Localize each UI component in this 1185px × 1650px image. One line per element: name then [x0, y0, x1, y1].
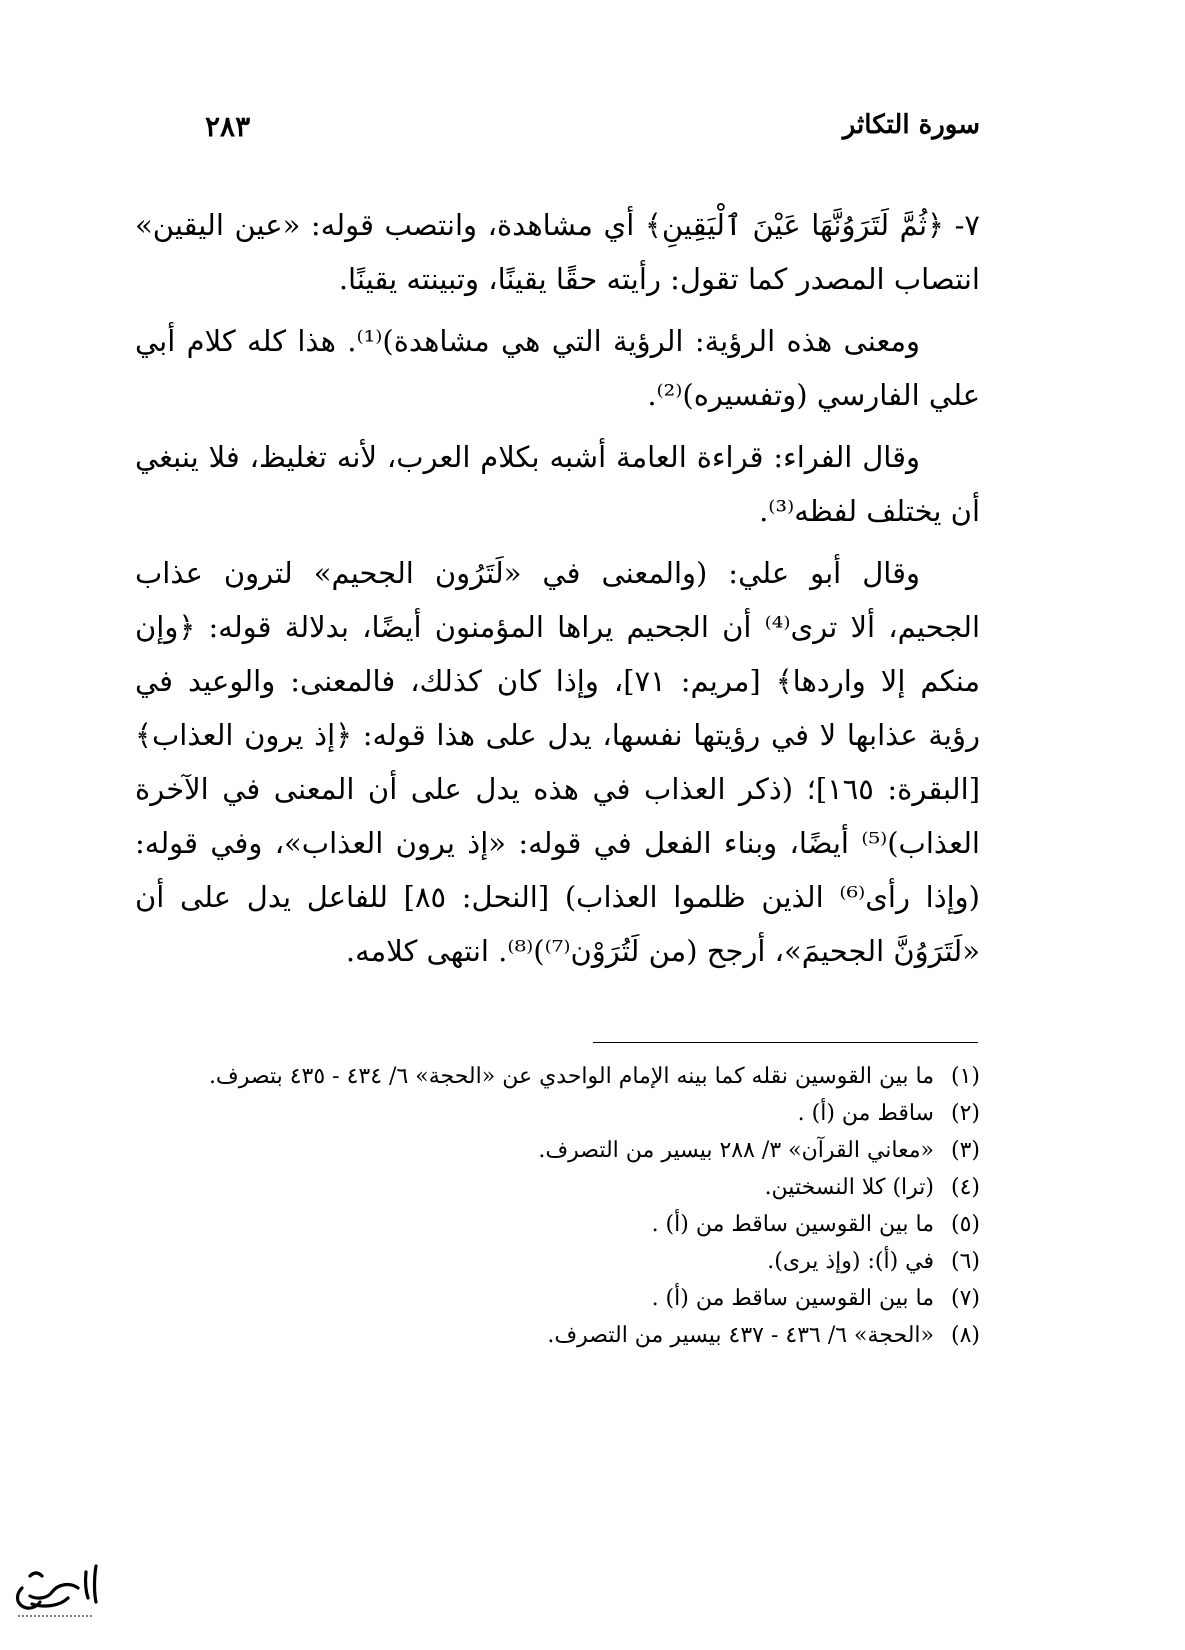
footnote-item — [135, 1280, 980, 1317]
footnotes — [135, 1058, 980, 1354]
footnote-item — [135, 1132, 980, 1169]
footnote-number: (٧) — [950, 1286, 980, 1311]
page-number: ٢٨٣ — [205, 110, 251, 143]
footnote-number: (٣) — [950, 1138, 980, 1163]
paragraph: وقال أبو علي: (والمعنى في «لَتَرُون الجحيم» لترون عذاب الجحيم، ألا ترى⁽⁴⁾ أن الجحيم يراها المؤمنون أيضًا، بدلالة قوله: ﴿وإن منكم إلا واردها﴾ [مريم: ٧١]، وإذا كان كذلك، فالمعنى: والوعيد في رؤية عذابها لا في رؤيتها نفسها، يدل على هذا قوله: ﴿إذ يرون العذاب﴾ [البقرة: ١٦٥]؛ (ذكر العذاب في هذه يدل على أن المعنى في الآخرة العذاب)⁽⁵⁾ أيضًا، وبناء الفعل في قوله: «إذ يرون العذاب»، وفي قوله: (وإذا رأى⁽⁶⁾ الذين ظلموا العذاب) [النحل: ٨٥] للفاعل يدل على أن «لَتَرَوُنَّ الجحيمَ»، أرجح (من لَتُرَوْن⁽⁷⁾)⁽⁸⁾. انتهى كلامه. — [135, 556, 981, 968]
footnote-number: (٤) — [950, 1175, 980, 1200]
publisher-logo — [8, 1558, 103, 1628]
surah-title: سورة التكاثر — [842, 110, 980, 140]
footnote-item — [135, 1058, 980, 1095]
paragraph-verse-7: ٧- ﴿ثُمَّ لَتَرَوُنَّهَا عَيْنَ ٱلْيَقِينِ﴾ أي مشاهدة، وانتصب قوله: «عين اليقين» انتصاب المصدر كما تقول: رأيته حقًا يقينًا، وتبينته يقينًا. — [135, 208, 980, 296]
footnote-item — [135, 1169, 980, 1206]
footnote-text: في (أ): (وإذ يرى). — [767, 1249, 934, 1274]
footnote-separator — [593, 1042, 978, 1043]
footnote-number: (٥) — [950, 1212, 980, 1237]
footnote-text: «الحجة» ٦/ ٤٣٦ - ٤٣٧ بيسير من التصرف. — [547, 1323, 934, 1348]
footnote-text: (ترا) كلا النسختين. — [764, 1175, 934, 1200]
footnote-text: ساقط من (أ) . — [797, 1101, 934, 1126]
paragraph: ومعنى هذه الرؤية: الرؤية التي هي مشاهدة)⁽¹⁾. هذا كله كلام أبي علي الفارسي (وتفسيره)⁽²⁾. — [135, 324, 980, 412]
footnote-text: ما بين القوسين ساقط من (أ) . — [651, 1212, 934, 1237]
page-header — [205, 110, 980, 156]
footnote-text: «معاني القرآن» ٣/ ٢٨٨ بيسير من التصرف. — [538, 1138, 934, 1163]
footnote-item — [135, 1095, 980, 1132]
footnote-text: ما بين القوسين ساقط من (أ) . — [651, 1286, 934, 1311]
footnote-number: (٢) — [950, 1101, 980, 1126]
footnote-item — [135, 1317, 980, 1354]
main-text — [135, 198, 980, 986]
footnote-item — [135, 1206, 980, 1243]
footnote-number: (٨) — [950, 1323, 980, 1348]
footnote-number: (٦) — [950, 1249, 980, 1274]
footnote-item — [135, 1243, 980, 1280]
footnote-text: ما بين القوسين نقله كما بينه الإمام الواحدي عن «الحجة» ٦/ ٤٣٤ - ٤٣٥ بتصرف. — [208, 1064, 934, 1089]
paragraph: وقال الفراء: قراءة العامة أشبه بكلام العرب، لأنه تغليظ، فلا ينبغي أن يختلف لفظه⁽³⁾. — [135, 440, 980, 528]
footnote-number: (١) — [950, 1064, 980, 1089]
